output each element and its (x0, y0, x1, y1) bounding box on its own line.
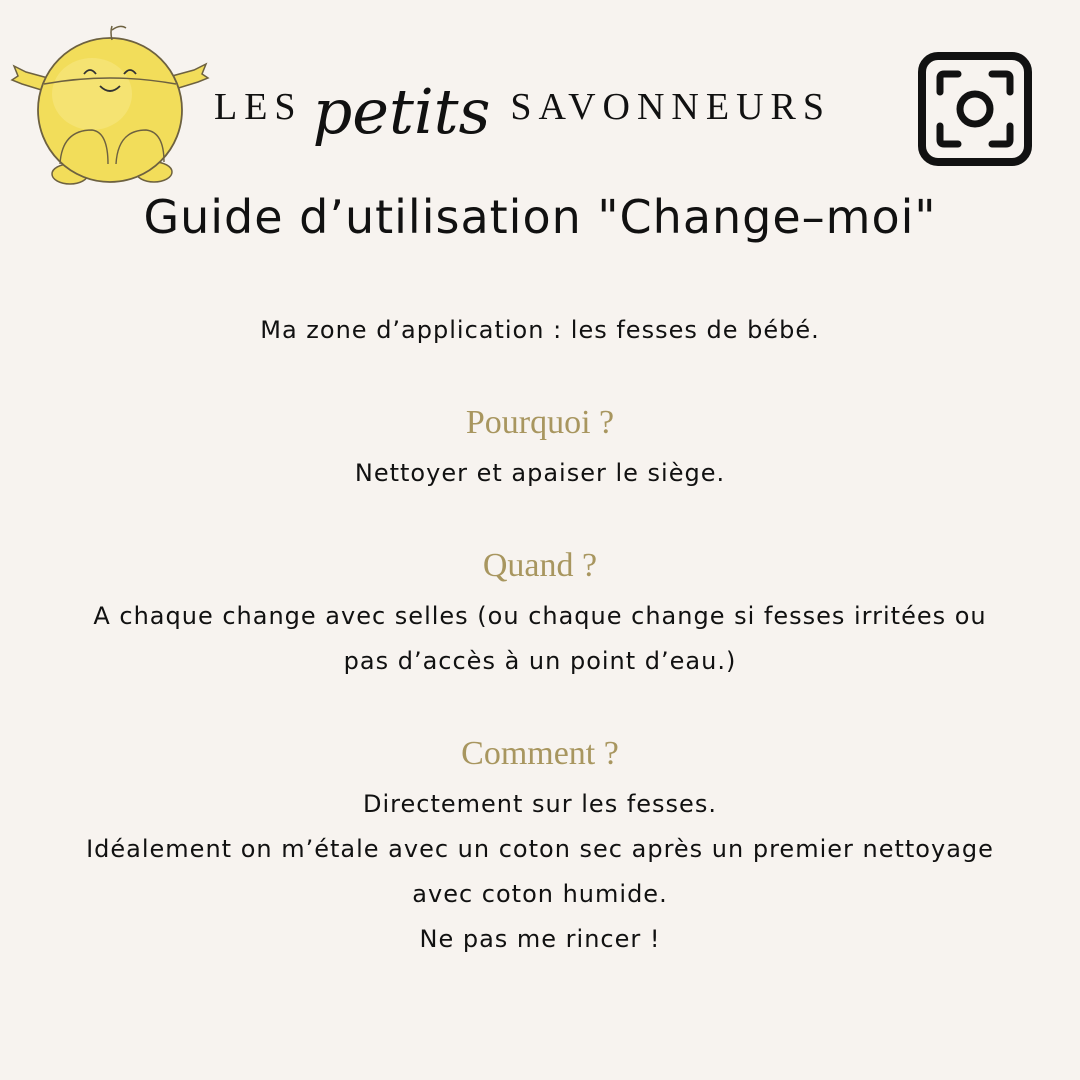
section-line: avec coton humide. (412, 880, 668, 908)
section-heading: Pourquoi ? (465, 404, 615, 441)
section-pourquoi (40, 401, 1040, 496)
section-heading: Quand ? (482, 547, 598, 584)
intro-text: Ma zone d’application : les fesses de bébé. (260, 316, 820, 344)
section-heading: Comment ? (461, 735, 619, 772)
section-comment (40, 732, 1040, 962)
guide-content (40, 308, 1040, 1010)
section-line: Idéalement on m’étale avec un coton sec après un premier nettoyage (86, 835, 994, 863)
brand-text-petits: petits (312, 74, 491, 148)
section-line: Nettoyer et apaiser le siège. (354, 459, 726, 487)
brand-text-savonneurs: SAVONNEURS (510, 86, 832, 128)
mascot-illustration (8, 14, 212, 190)
section-line: A chaque change avec selles (ou chaque change si fesses irritées ou (93, 602, 987, 630)
section-quand (40, 544, 1040, 684)
camera-icon[interactable] (918, 52, 1032, 166)
section-line: pas d’accès à un point d’eau.) (343, 647, 737, 675)
page-title: Guide d’utilisation "Change–moi" (143, 190, 937, 244)
section-line: Directement sur les fesses. (363, 790, 717, 818)
section-line: Ne pas me rincer ! (419, 925, 661, 953)
brand-logo (214, 62, 831, 152)
brand-text-les: LES (214, 86, 303, 128)
